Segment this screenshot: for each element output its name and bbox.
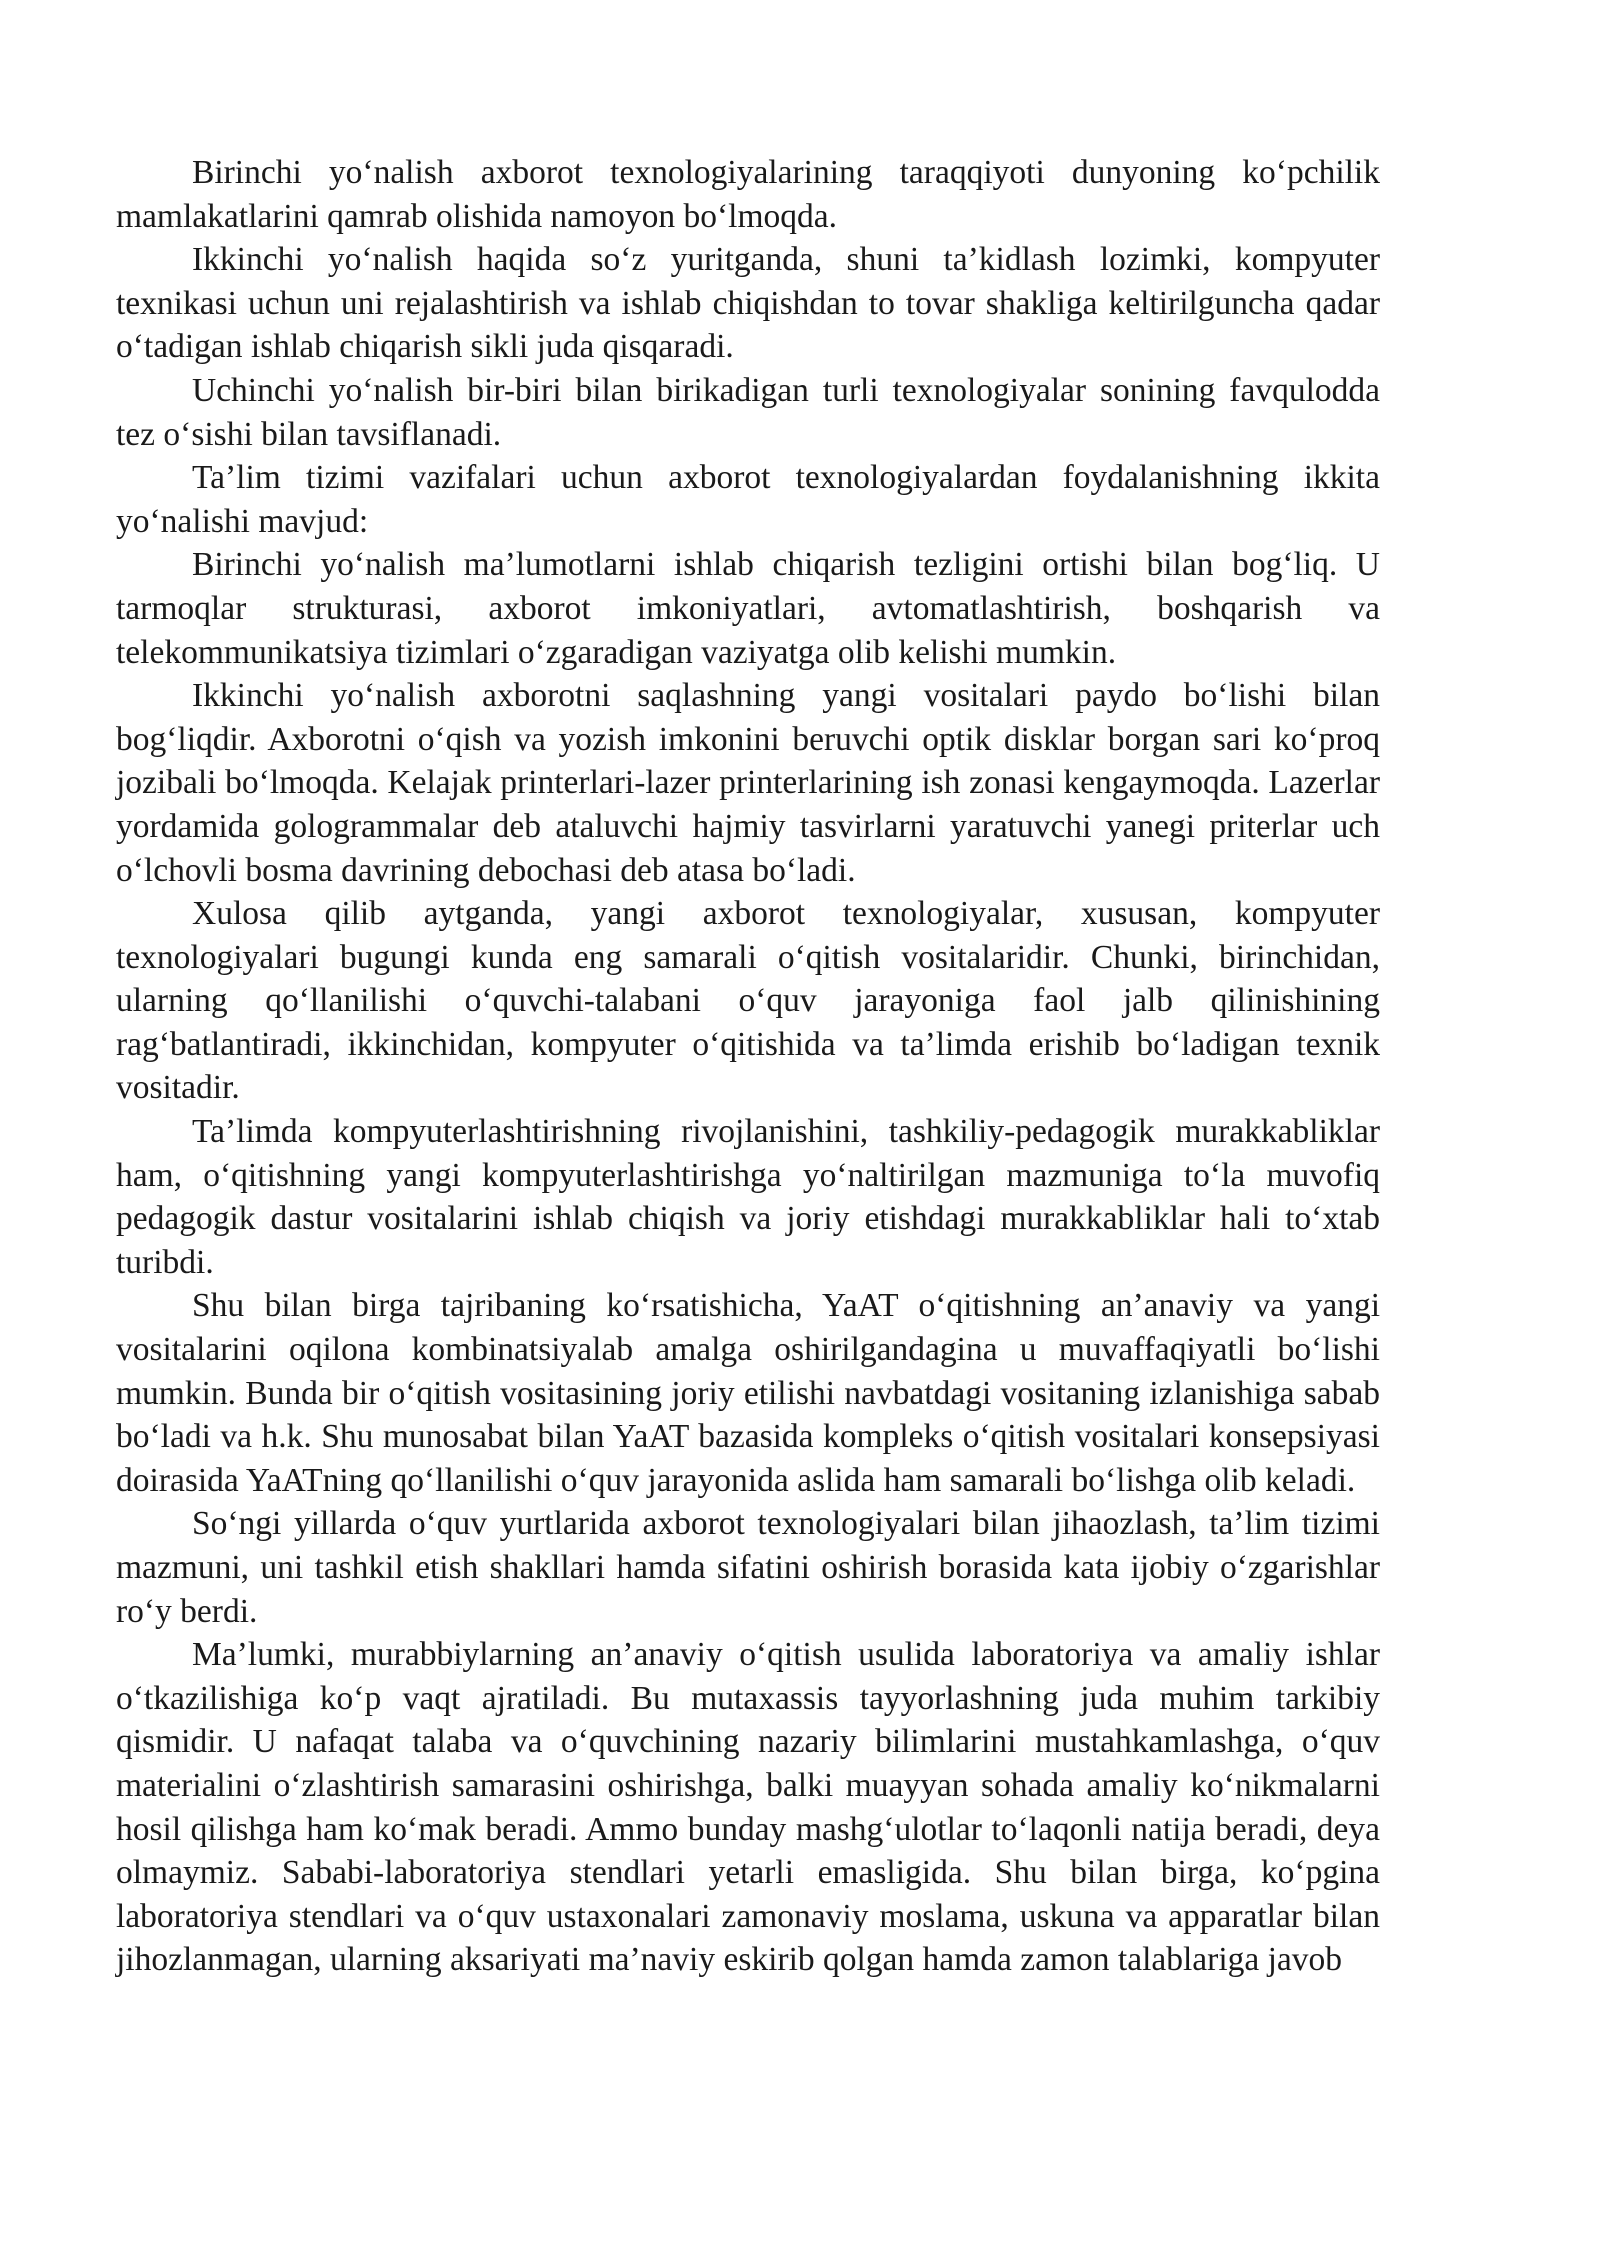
paragraph: Ta’limda kompyuterlashtirishning rivojlanishini, tashkiliy-pedagogik murakkabliklar ham, o‘qitishning yangi kompyuterlashtirishga yo‘naltirilgan mazmuniga to‘la muvofiq pedagogik dastur vositalarini ishlab chiqish va joriy etishdagi murakkabliklar hali to‘xtab turibdi. bbox=[116, 1113, 1380, 1281]
paragraph: Ikkinchi yo‘nalish haqida so‘z yuritganda, shuni ta’kidlash lozimki, kompyuter texnikasi uchun uni rejalashtirish va ishlab chiqishdan to tovar shakliga keltirilguncha qadar o‘tadigan ishlab chiqarish sikli juda qisqaradi. bbox=[116, 241, 1380, 366]
paragraph: Ma’lumki, murabbiylarning an’anaviy o‘qitish usulida laboratoriya va amaliy ishlar o‘tkazilishiga ko‘p vaqt ajratiladi. Bu mutaxassis tayyorlashning juda muhim tarkibiy qismidir. U nafaqat talaba va o‘quvchining nazariy bilimlarini mustahkamlashga, o‘quv materialini o‘zlashtirish samarasini oshirishga, balki muayyan sohada amaliy ko‘nikmalarni hosil qilishga ham ko‘mak beradi. Ammo bunday mashg‘ulotlar to‘laqonli natija beradi, deya olmaymiz. Sababi-laboratoriya stendlari yetarli emasligida. Shu bilan birga, ko‘pgina laboratoriya stendlari va o‘quv ustaxonalari zamonaviy moslama, uskuna va apparatlar bilan jihozlanmagan, ularning aksariyati ma’naviy eskirib qolgan hamda zamon talablariga javob bbox=[116, 1636, 1380, 1979]
paragraph: Shu bilan birga tajribaning ko‘rsatishicha, YaAT o‘qitishning an’anaviy va yangi vositalarini oqilona kombinatsiyalab amalga oshirilgandagina u muvaffaqiyatli bo‘lishi mumkin. Bunda bir o‘qitish vositasining joriy etilishi navbatdagi vositaning izlanishiga sabab bo‘ladi va h.k. Shu munosabat bilan YaAT bazasida kompleks o‘qitish vositalari konsepsiyasi doirasida YaATning qo‘llanilishi o‘quv jarayonida aslida ham samarali bo‘lishga olib keladi. bbox=[116, 1287, 1380, 1499]
paragraph: Birinchi yo‘nalish ma’lumotlarni ishlab chiqarish tezligini ortishi bilan bog‘liq. U tarmoqlar strukturasi, axborot imkoniyatlari, avtomatlashtirish, boshqarish va telekommunikatsiya tizimlari o‘zgaradigan vaziyatga olib kelishi mumkin. bbox=[116, 546, 1380, 671]
paragraph: So‘ngi yillarda o‘quv yurtlarida axborot texnologiyalari bilan jihaozlash, ta’lim tizimi mazmuni, uni tashkil etish shakllari hamda sifatini oshirish borasida kata ijobiy o‘zgarishlar ro‘y berdi. bbox=[116, 1505, 1380, 1630]
body-text bbox=[116, 151, 1380, 1982]
paragraph: Birinchi yo‘nalish axborot texnologiyalarining taraqqiyoti dunyoning ko‘pchilik mamlakatlarini qamrab olishida namoyon bo‘lmoqda. bbox=[116, 154, 1380, 235]
paragraph: Ta’lim tizimi vazifalari uchun axborot texnologiyalardan foydalanishning ikkita yo‘nalishi mavjud: bbox=[116, 459, 1380, 540]
paragraph: Uchinchi yo‘nalish bir-biri bilan birikadigan turli texnologiyalar sonining favqulodda tez o‘sishi bilan tavsiflanadi. bbox=[116, 371, 1380, 453]
paragraph: Ikkinchi yo‘nalish axborotni saqlashning yangi vositalari paydo bo‘lishi bilan bog‘liqdir. Axborotni o‘qish va yozish imkonini beruvchi optik disklar borgan sari ko‘proq jozibali bo‘lmoqda. Kelajak printerlari-lazer printerlarining ish zonasi kengaymoqda. Lazerlar yordamida gologrammalar deb ataluvchi hajmiy tasvirlarni yaratuvchi yanegi priterlar uch o‘lchovli bosma davrining debochasi deb atasa bo‘ladi. bbox=[116, 677, 1380, 889]
paragraph: Xulosa qilib aytganda, yangi axborot texnologiyalar, xususan, kompyuter texnologiyalari bugungi kunda eng samarali o‘qitish vositalaridir. Chunki, birinchidan, ularning qo‘llanilishi o‘quvchi-talabani o‘quv jarayoniga faol jalb qilinishining rag‘batlantiradi, ikkinchidan, kompyuter o‘qitishida va ta’limda erishib bo‘ladigan texnik vositadir. bbox=[116, 895, 1380, 1107]
